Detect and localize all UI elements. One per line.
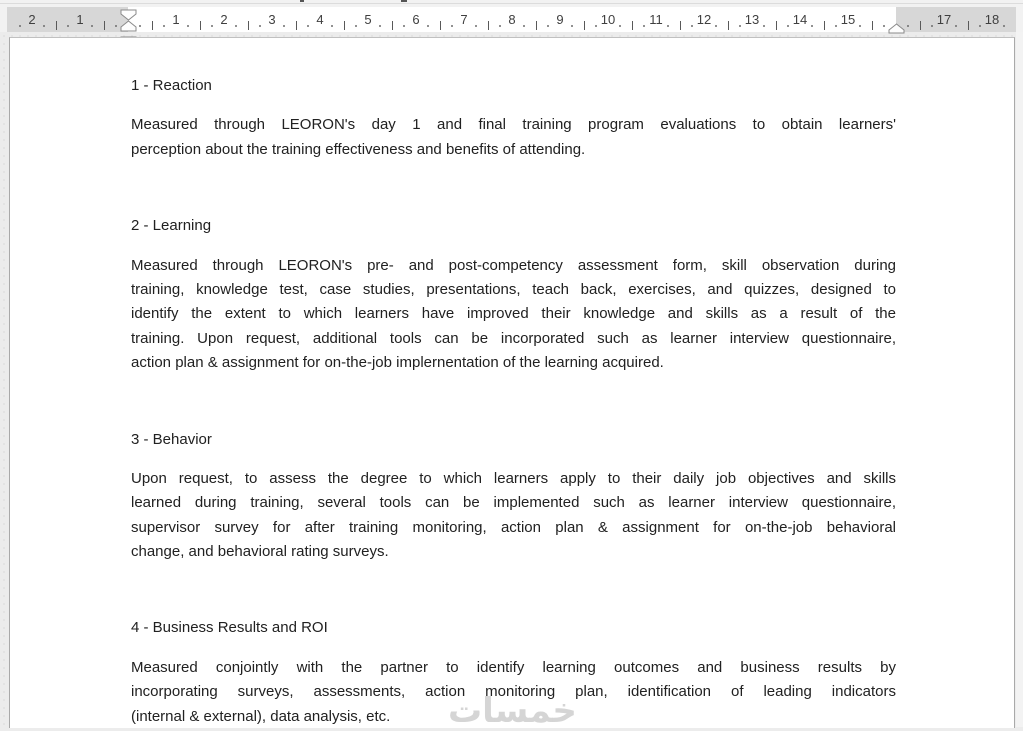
ruler-tick-bar [248, 21, 249, 30]
ruler-tick-dot [859, 25, 861, 27]
ruler-number: 3 [268, 12, 276, 27]
ruler-tick-dot [667, 25, 669, 27]
ruler-tick-bar [728, 21, 729, 30]
paragraph-line[interactable]: training, knowledge test, case studies, presentations, teach back, exercises, and quizzes, designed to [131, 280, 896, 298]
ruler-tick-dot [1003, 25, 1005, 27]
ruler-tick-dot [763, 25, 765, 27]
ruler-number: 11 [649, 12, 663, 27]
ruler-tick-bar [488, 21, 489, 30]
section-heading[interactable]: 1 - Reaction [131, 77, 212, 94]
ruler-number: 7 [460, 12, 468, 27]
ruler-tick-bar [392, 21, 393, 30]
paragraph-line[interactable]: supervisor survey for after training monitoring, action plan & assignment for on-the-job behavioral [131, 518, 896, 536]
ruler-tick-dot [475, 25, 477, 27]
ruler-tick-bar [104, 21, 105, 30]
ruler-number: 12 [696, 12, 712, 27]
ruler-tick-bar [440, 21, 441, 30]
ruler-tick-bar [344, 21, 345, 30]
ruler-tick-dot [811, 25, 813, 27]
ruler-number: 6 [412, 12, 420, 27]
ruler-tick-dot [91, 25, 93, 27]
paragraph [131, 656, 896, 729]
ruler-number: 2 [220, 12, 228, 27]
ruler-tick-bar [200, 21, 201, 30]
ruler-tick-bar [56, 21, 57, 30]
paragraph-line[interactable]: Measured through LEORON's day 1 and final training program evaluations to obtain learners' [131, 116, 896, 134]
paragraph-line[interactable]: learned during training, several tools can be implemented such as learner interview questionnaire, [131, 494, 896, 512]
ruler-tick-bar [584, 21, 585, 30]
ruler-tick-dot [379, 25, 381, 27]
section-heading[interactable]: 2 - Learning [131, 217, 212, 235]
ruler-tick-bar [824, 21, 825, 30]
ruler-tick-dot [427, 25, 429, 27]
ruler-tick-dot [955, 25, 957, 27]
cropped-content-artifact [300, 0, 304, 2]
paragraph-line[interactable]: change, and behavioral rating surveys. [131, 543, 389, 561]
section-heading[interactable]: 3 - Behavior [131, 430, 212, 448]
ruler-tick-bar [968, 21, 969, 30]
ruler-number: 18 [984, 12, 1000, 27]
ruler-number: 17 [936, 12, 952, 27]
paragraph-line[interactable]: Measured conjointly with the partner to identify learning outcomes and business results by [131, 658, 896, 676]
ruler-number: 15 [840, 12, 856, 27]
ruler-tick-bar [872, 21, 873, 30]
ruler-number: 8 [508, 12, 516, 27]
ruler-number: 14 [792, 12, 808, 27]
ruler-tick-bar [536, 21, 537, 30]
ruler-tick-dot [571, 25, 573, 27]
ruler-number: 13 [744, 12, 760, 27]
ruler-tick-bar [152, 21, 153, 30]
ruler-number: 10 [600, 12, 616, 27]
document-section [131, 428, 896, 565]
document-page[interactable] [9, 37, 1015, 731]
paragraph [131, 467, 896, 565]
ruler-number: 5 [364, 12, 372, 27]
ruler-tick-dot [883, 25, 885, 27]
ruler-tick-dot [139, 25, 141, 27]
document-section [131, 616, 896, 729]
paragraph-line[interactable]: identify the extent to which learners have improved their knowledge and skills as a result of the [131, 305, 896, 323]
paragraph-line[interactable]: action plan & assignment for on-the-job implernentation of the learning acquired. [131, 354, 664, 372]
ruler-tick-bar [632, 21, 633, 30]
paragraph [131, 113, 896, 162]
toolbar-divider-line [0, 3, 1023, 4]
ruler-number: 4 [316, 12, 324, 27]
paragraph-line[interactable]: perception about the training effectiveness and benefits of attending. [131, 140, 586, 158]
paragraph-line[interactable]: training. Upon request, additional tools can be incorporated such as learner interview questionnaire, [131, 329, 896, 347]
section-heading[interactable]: 4 - Business Results and ROI [131, 619, 328, 637]
ruler-tick-dot [523, 25, 525, 27]
ruler-tick-dot [619, 25, 621, 27]
horizontal-ruler[interactable] [0, 7, 1023, 32]
ruler-tick-dot [115, 25, 117, 27]
cropped-content-artifact [401, 0, 407, 2]
watermark: خمسات [448, 691, 577, 731]
paragraph-line[interactable]: Measured through LEORON's pre- and post-competency assessment form, skill observation during [131, 256, 896, 274]
document-section [131, 74, 896, 162]
paragraph-line[interactable]: Upon request, to assess the degree to which learners apply to their daily job objectives and skills [131, 469, 896, 487]
ruler-tick-dot [715, 25, 717, 27]
ruler-tick-bar [776, 21, 777, 30]
ruler-tick-dot [331, 25, 333, 27]
ruler-tick-dot [283, 25, 285, 27]
ruler-tick-dot [235, 25, 237, 27]
ruler-tick-bar [920, 21, 921, 30]
ruler-number: 1 [172, 12, 180, 27]
ruler-tick-dot [187, 25, 189, 27]
ruler-tick-bar [680, 21, 681, 30]
document-content[interactable] [131, 74, 896, 729]
paragraph-line[interactable]: incorporating surveys, assessments, action monitoring plan, identification of leading indicators [131, 683, 896, 701]
paragraph [131, 254, 896, 376]
ruler-tick-dot [907, 25, 909, 27]
ruler-number: 9 [556, 12, 564, 27]
ruler-tick-dot [43, 25, 45, 27]
document-section [131, 214, 896, 375]
ruler-number: 2 [28, 12, 36, 27]
paragraph-line[interactable]: (internal & external), data analysis, etc. [131, 707, 391, 725]
scroll-gutter [1016, 32, 1023, 727]
ruler-tick-bar [296, 21, 297, 30]
ruler-number: 1 [76, 12, 84, 27]
